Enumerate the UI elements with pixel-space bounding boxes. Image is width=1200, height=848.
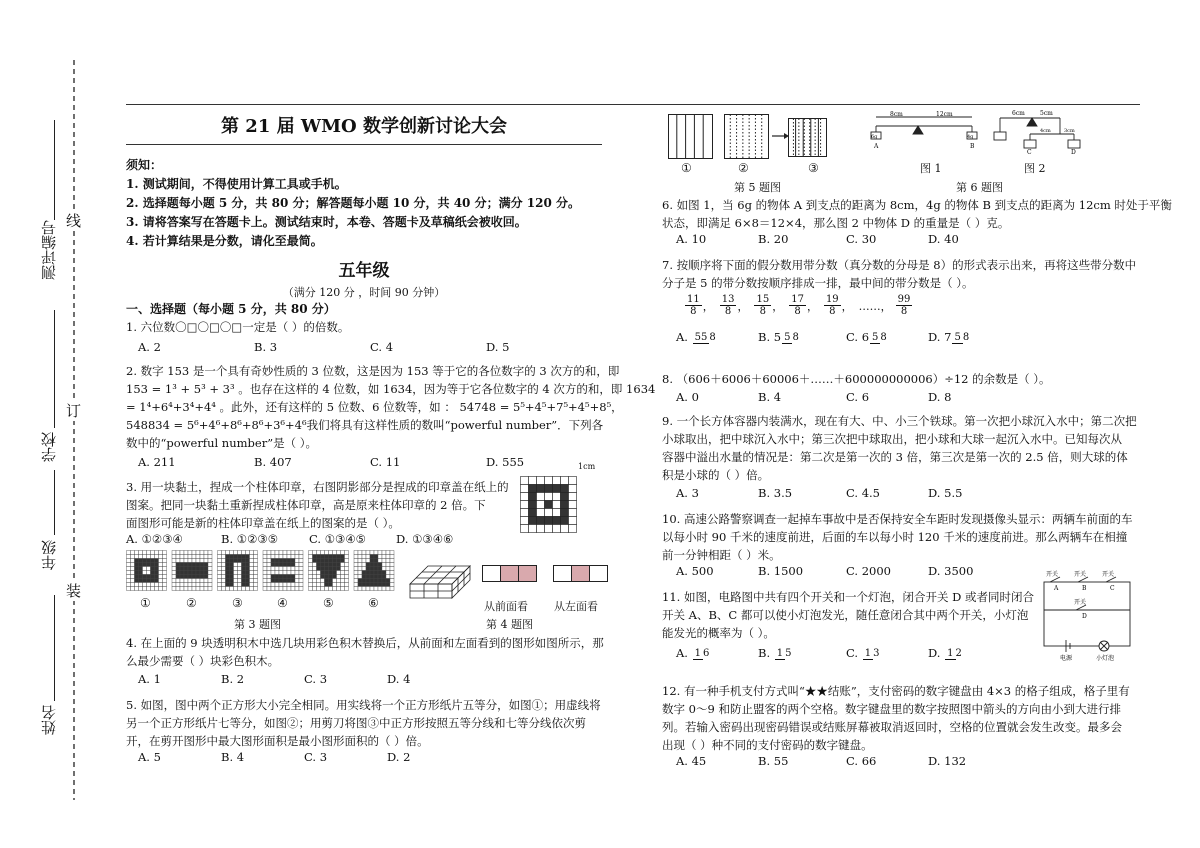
q8-options — [676, 390, 951, 404]
option-c[interactable]: C. 66 — [846, 754, 877, 768]
option-b[interactable]: B. ①②③⑤ — [221, 532, 279, 546]
stamp-cell — [561, 477, 569, 485]
q6-options — [676, 232, 959, 246]
q4-block-figure — [406, 548, 476, 600]
q12-line: 数字 0～9 和防止盟客的两个空格。数字键盘里的数字按照图中箭头的方向由小到大进行排 — [662, 702, 1121, 716]
fig2-c: C — [1027, 149, 1032, 156]
stamp-cell — [561, 485, 569, 493]
option-d[interactable]: D. 4 — [387, 672, 411, 686]
option-c[interactable]: C. 4.5 — [846, 486, 880, 500]
fig-label: ① — [681, 161, 692, 175]
q4-options — [138, 672, 410, 686]
denominator: 8 — [880, 332, 887, 343]
q11-circuit-diagram — [1040, 570, 1140, 662]
question-6 — [662, 196, 1172, 232]
q12-line: 列。若输入密码出现密码错误或结账屏幕被取消返回时，空格的位置就会发生改变。最多会 — [662, 720, 1122, 734]
q6-line: 状态，即满足 6×8＝12×4，那么图 2 中物体 D 的重量是（ ）克。 — [662, 216, 1010, 230]
q9-line: 容器中溢出水量的情况是：第二次是第一次的 3 倍，第三次是第一次的 2.5 倍，则大球的体 — [662, 450, 1128, 464]
binding-dashed-line — [72, 60, 76, 800]
stamp-cell — [529, 525, 537, 533]
stamp-cell — [553, 501, 561, 509]
q7-line: 7. 按顺序将下面的假分数用带分数（真分数的分母是 8）的形式表示出来，再将这些带分数中 — [662, 258, 1137, 272]
sidebar-label-school: 学校 — [40, 432, 58, 462]
notice-item: 1. 测试期间，不得使用计算工具或手机。 — [126, 177, 347, 191]
q5-square-figures — [668, 112, 828, 160]
option-c[interactable]: C. 3 — [304, 750, 328, 764]
seq-fraction — [896, 294, 913, 317]
fig2-d: D — [1071, 149, 1076, 156]
bulb-label: 小灯泡 — [1096, 655, 1115, 662]
stamp-cell — [545, 517, 553, 525]
option-label: C. — [846, 330, 859, 344]
stamp-cell — [529, 501, 537, 509]
denominator: 2 — [955, 648, 962, 659]
notice-item: 4. 若计算结果是分数，请化至最简。 — [126, 234, 323, 248]
option-fraction — [775, 648, 792, 660]
denominator: 8 — [709, 332, 716, 343]
q7-line: 分子是 5 的带分数按顺序排成一排，最中间的带分数是（ ）。 — [662, 276, 974, 290]
question-2 — [126, 362, 655, 452]
power-label: 电源 — [1060, 655, 1073, 662]
option-label: B. — [758, 646, 771, 660]
q2-line: 数中的“powerful number”是（ ）。 — [126, 436, 317, 450]
switch-label: 开关 — [1074, 599, 1087, 606]
seq-fraction — [824, 294, 841, 317]
option-c[interactable]: C. 4 — [370, 340, 394, 354]
switch-d: D — [1082, 613, 1087, 620]
option-b[interactable]: B. 407 — [254, 455, 292, 469]
stamp-cell — [537, 501, 545, 509]
fig1-6g: 6g — [871, 134, 878, 140]
pattern-option-2 — [172, 551, 212, 591]
option-c[interactable]: C. 3 — [304, 672, 328, 686]
q9-line: 9. 一个长方体容器内装满水，现在有大、中、小三个铁球。第一次把小球沉入水中；第二次把 — [662, 414, 1137, 428]
numerator: 5 — [872, 332, 879, 343]
fig-label: ⑤ — [323, 596, 334, 610]
denominator: 5 — [785, 648, 792, 659]
whole: 6 — [861, 330, 870, 344]
q5-options — [138, 750, 410, 764]
arrow-icon — [772, 133, 789, 139]
option-label: A. — [676, 330, 688, 344]
stamp-cell — [561, 509, 569, 517]
switch-label: 开关 — [1102, 571, 1115, 578]
option-c[interactable] — [846, 646, 928, 660]
q6-balance-fig1 — [868, 112, 988, 156]
numerator: 1 — [864, 648, 872, 659]
pattern-option-3 — [218, 551, 258, 591]
q11-options — [676, 646, 963, 660]
q3-options — [126, 532, 453, 546]
stamp-cell — [569, 509, 577, 517]
q4-front-label: 从前面看 — [484, 600, 528, 613]
option-c[interactable]: C. 30 — [846, 232, 877, 246]
numerator: 1 — [947, 648, 954, 659]
q10-line: 10. 高速公路警察调查一起掉车事故中是否保持安全车距时发现摄像头显示：两辆车前面的车 — [662, 512, 1133, 526]
combined-square — [789, 119, 827, 157]
question-7 — [662, 256, 1136, 292]
q4-left-label: 从左面看 — [554, 600, 598, 613]
fig-label: ① — [140, 596, 151, 610]
pattern-option-4 — [263, 551, 303, 591]
q9-options — [676, 486, 962, 500]
stamp-cell — [545, 501, 553, 509]
stamp-cell — [521, 517, 529, 525]
seq-fraction — [754, 294, 771, 317]
five-part-square — [669, 115, 713, 159]
option-a[interactable] — [676, 646, 758, 660]
fig-label: ③ — [232, 596, 243, 610]
stamp-cell — [529, 509, 537, 517]
seven-part-square — [725, 115, 769, 159]
stamp-cell — [529, 517, 537, 525]
stamp-cell — [553, 485, 561, 493]
option-b[interactable]: B. 55 — [758, 754, 789, 768]
q7-options — [676, 330, 970, 344]
question-1: 1. 六位数〇□〇□〇□一定是（ ）的倍数。 — [126, 320, 350, 334]
section-heading: 一、选择题（每小题 5 分，共 80 分） — [126, 302, 336, 316]
switch-label: 开关 — [1046, 571, 1059, 578]
q6-line: 6. 如图 1，当 6g 的物体 A 到支点的距离为 8cm，4g 的物体 B 到支点的距离为 12cm 时处于平衡 — [662, 198, 1172, 212]
stamp-cell — [561, 501, 569, 509]
notice-item: 2. 选择题每小题 5 分，共 80 分；解答题每小题 10 分，共 40 分；满分 120 分。 — [126, 196, 580, 210]
switch-c: C — [1110, 585, 1115, 592]
q12-line: 12. 有一种手机支付方式叫“★★结账”，支付密码的数字键盘由 4×3 的格子组成，格子里有 — [662, 684, 1130, 698]
option-c[interactable]: C. 2000 — [846, 564, 891, 578]
option-fraction — [693, 648, 710, 660]
q3-pattern-figures — [126, 550, 396, 595]
q2-line: 548834 = 5⁶+4⁶+8⁶+8⁶+3⁶+4⁶我们将具有这样性质的数叫“powerful number”．下列各 — [126, 418, 604, 432]
numerator: 5 — [784, 332, 791, 343]
stamp-cell — [569, 485, 577, 493]
option-c[interactable]: C. 6 — [846, 390, 870, 404]
option-b[interactable]: B. 4 — [221, 750, 245, 764]
stamp-cell — [569, 517, 577, 525]
denominator: 8 — [900, 306, 908, 317]
stamp-cell — [521, 501, 529, 509]
option-a[interactable]: A. 10 — [676, 232, 707, 246]
fig1-a: A — [874, 143, 879, 150]
option-a[interactable]: A. 500 — [676, 564, 714, 578]
numerator: 19 — [825, 294, 839, 305]
stamp-cell — [521, 509, 529, 517]
notice-block — [126, 156, 580, 251]
stamp-cell — [553, 517, 561, 525]
pattern-option-1 — [127, 551, 167, 591]
q9-line: 小球取出，把中球沉入水中；第三次把中球取出，把小球和大球一起沉入水中。已知每次从 — [662, 432, 1122, 446]
option-d[interactable]: D. 555 — [486, 455, 525, 469]
option-fraction — [782, 332, 799, 344]
whole: 5 — [773, 330, 782, 344]
q2-line: = 1⁴+6⁴+3⁴+4⁴ 。此外，还有这样的 5 位数、6 位数等，如 ： 54748 = 5⁵+4⁵+7⁵+4⁵+8⁵， — [126, 400, 623, 414]
top-rule — [126, 104, 1140, 105]
sidebar-label-name: 姓名 — [40, 705, 58, 735]
option-a[interactable] — [676, 330, 758, 344]
q12-options — [676, 754, 966, 768]
stamp-cell — [545, 509, 553, 517]
fig1-8cm: 8cm — [890, 111, 903, 118]
fig1-b: B — [970, 143, 975, 150]
denominator: 6 — [703, 648, 710, 659]
notice-title: 须知： — [126, 158, 163, 172]
seq-fraction — [720, 294, 737, 317]
numerator: 1 — [694, 648, 701, 659]
stamp-cell — [521, 477, 529, 485]
denominator: 8 — [690, 306, 697, 317]
grade-underline — [54, 470, 55, 535]
option-fraction — [952, 332, 969, 344]
numerator: 99 — [897, 294, 911, 305]
q10-line: 前一分钟相距（ ）米。 — [662, 548, 781, 562]
sidebar-label-grade: 年级 — [40, 540, 58, 570]
q2-line: 2. 数字 153 是一个具有奇妙性质的 3 位数，这是因为 153 等于它的各位数字的 3 次方的和，即 — [126, 364, 620, 378]
switch-b: B — [1082, 585, 1087, 592]
denominator: 8 — [792, 332, 799, 343]
pattern-option-6 — [354, 551, 394, 591]
school-underline — [54, 310, 55, 428]
option-a[interactable]: A. 211 — [138, 455, 176, 469]
fig-label: ② — [186, 596, 197, 610]
stamp-cell — [537, 493, 545, 501]
bind-mark-staple: 订 — [66, 402, 82, 420]
q2-options — [138, 455, 524, 469]
q4-front-view — [482, 565, 542, 583]
option-d[interactable] — [928, 646, 963, 660]
question-4 — [126, 634, 604, 670]
option-d[interactable]: D. 2 — [387, 750, 411, 764]
option-b[interactable] — [758, 330, 846, 344]
stamp-cell — [569, 525, 577, 533]
fig-label: ② — [738, 161, 749, 175]
stamp-cell — [537, 517, 545, 525]
q6-caption: 第 6 题图 — [956, 181, 1003, 194]
option-label: A. — [676, 646, 688, 660]
option-c[interactable] — [846, 330, 928, 344]
q2-line: 153 = 1³ + 5³ + 3³ 。也存在这样的 4 位数，如 1634，因为等于它各位数字的 4 次方的和，即 1634 — [126, 382, 656, 396]
test-id-underline — [54, 120, 55, 220]
q5-line: 5. 如图，图中两个正方形大小完全相同。用实线将一个正方形纸片五等分，如图①；用虚线将 — [126, 698, 601, 712]
q4-left-view — [553, 565, 613, 583]
question-3 — [126, 478, 509, 532]
option-label: D. — [928, 330, 941, 344]
q4-line: 4. 在上面的 9 块透明积木中选几块用彩色积木替换后，从前面和左面看到的图形如图所示，那 — [126, 636, 604, 650]
stamp-cell — [561, 493, 569, 501]
option-b[interactable] — [758, 646, 846, 660]
option-a[interactable]: A. ①②③④ — [126, 532, 183, 546]
seq-fraction — [685, 294, 702, 317]
question-8: 8. （606＋6006＋60006＋……＋600000000006）÷12 的余数是（ ）。 — [662, 372, 1051, 386]
q6-fig2-name: 图 2 — [1024, 162, 1046, 175]
q6-balance-fig2 — [990, 108, 1080, 154]
fig-label: ③ — [808, 161, 819, 175]
fig1-12cm: 12cm — [936, 111, 953, 118]
q4-line: 么最少需要（ ）块彩色积木。 — [126, 654, 280, 668]
option-b[interactable]: B. 4 — [758, 390, 782, 404]
numerator: 55 — [694, 332, 708, 343]
fig-label: ④ — [277, 596, 288, 610]
numerator: 5 — [954, 332, 961, 343]
question-9 — [662, 412, 1137, 484]
sidebar-label-test-id: 测评编号 — [40, 220, 58, 280]
option-b[interactable]: B. 3 — [254, 340, 278, 354]
option-b[interactable]: B. 1500 — [758, 564, 804, 578]
question-5 — [126, 696, 601, 750]
option-a[interactable]: A. 5 — [138, 750, 161, 764]
q10-options — [676, 564, 973, 578]
grade-heading: 五年级 — [338, 261, 390, 281]
stamp-cell — [569, 477, 577, 485]
q1-options — [138, 340, 509, 354]
question-12 — [662, 682, 1130, 754]
title-rule — [126, 144, 602, 145]
stamp-cell — [545, 493, 553, 501]
stamp-cell — [553, 525, 561, 533]
q5-line: 另一个正方形纸片七等分，如图②；用剪刀将图③中正方形按照五等分线和七等分线依次剪 — [126, 716, 586, 730]
stamp-cell — [529, 477, 537, 485]
numerator: 15 — [756, 294, 770, 305]
stamp-cell — [537, 485, 545, 493]
stamp-cell — [537, 477, 545, 485]
q11-line: 开关 A、B、C 都可以使小灯泡发光，随任意闭合其中两个开关，小灯泡 — [662, 608, 1029, 622]
stamp-cell — [569, 493, 577, 501]
stamp-cell — [529, 485, 537, 493]
q11-line: 能发光的概率为（ ）。 — [662, 626, 775, 640]
option-d[interactable]: D. ①③④⑥ — [396, 532, 454, 546]
q10-line: 以每小时 90 千米的速度前进，后面的车以每小时 120 千米的速度前进。那么两辆车在相撞 — [662, 530, 1128, 544]
bind-mark-line: 线 — [66, 212, 82, 230]
option-a[interactable]: A. 3 — [676, 486, 699, 500]
numerator: 13 — [721, 294, 735, 305]
bind-mark-bind: 装 — [66, 582, 82, 600]
q4-caption: 第 4 题图 — [486, 618, 533, 631]
stamp-cell — [553, 477, 561, 485]
fig1-4g: 4g — [967, 134, 974, 140]
stamp-cell — [561, 525, 569, 533]
q5-line: 开，在剪开图形中最大图形面积是最小图形面积的（ ）倍。 — [126, 734, 429, 748]
option-fraction — [863, 648, 880, 660]
stamp-cell — [561, 517, 569, 525]
q3-caption: 第 3 题图 — [234, 618, 281, 631]
q12-line: 出现（ ）种不同的支付密码的数字键盘。 — [662, 738, 873, 752]
stamp-cell — [569, 501, 577, 509]
option-d[interactable]: D. 5.5 — [928, 486, 963, 500]
q3-line: 图案。把同一块黏土重新捏成柱体印章，高是原来柱体印章的 2 倍。下 — [126, 498, 486, 512]
exam-title: 第 21 届 WMO 数学创新讨论大会 — [221, 116, 507, 137]
stamp-cell — [537, 525, 545, 533]
name-underline — [54, 595, 55, 701]
option-d[interactable]: D. 5 — [486, 340, 510, 354]
switch-label: 开关 — [1074, 571, 1087, 578]
option-c[interactable]: C. ①③④⑤ — [309, 532, 366, 546]
whole: 7 — [944, 330, 952, 344]
stamp-cell — [521, 493, 529, 501]
question-11 — [662, 588, 1034, 642]
question-10 — [662, 510, 1132, 564]
numerator: 17 — [791, 294, 804, 305]
stamp-cell — [537, 509, 545, 517]
q5-caption: 第 5 题图 — [734, 181, 781, 194]
q6-fig1-name: 图 1 — [920, 162, 942, 175]
option-b[interactable]: B. 20 — [758, 232, 789, 246]
denominator: 8 — [794, 306, 801, 317]
stamp-cell — [545, 525, 553, 533]
fig-label: ⑥ — [368, 596, 379, 610]
option-c[interactable]: C. 11 — [370, 455, 401, 469]
stamp-cell — [529, 493, 537, 501]
option-label: B. — [758, 330, 771, 344]
denominator: 8 — [962, 332, 970, 343]
denominator: 8 — [759, 306, 767, 317]
q3-line: 面图形可能是新的柱体印章盖在纸上的图案的是（ ）。 — [126, 516, 400, 530]
stamp-cell — [521, 485, 529, 493]
switch-a: A — [1054, 585, 1059, 592]
numerator: 11 — [687, 294, 700, 305]
q3-unit-label: 1cm — [578, 462, 596, 471]
denominator: 3 — [873, 648, 880, 659]
stamp-cell — [553, 493, 561, 501]
option-fraction — [945, 648, 962, 660]
ellipsis: ……， — [858, 299, 892, 313]
option-fraction — [870, 332, 887, 344]
q3-line: 3. 用一块黏土，捏成一个柱体印章，右图阴影部分是捏成的印章盖在纸上的 — [126, 480, 509, 494]
option-a[interactable]: A. 2 — [138, 340, 161, 354]
option-label: C. — [846, 646, 859, 660]
option-a[interactable]: A. 0 — [676, 390, 699, 404]
option-d[interactable]: D. 40 — [928, 232, 959, 246]
fig2-3cm: 3cm — [1064, 128, 1075, 134]
option-b[interactable]: B. 2 — [221, 672, 245, 686]
stamp-cell — [545, 477, 553, 485]
option-d[interactable]: D. 132 — [928, 754, 967, 768]
q3-stamp-figure — [520, 476, 580, 536]
option-d[interactable]: D. 8 — [928, 390, 952, 404]
option-a[interactable]: A. 1 — [138, 672, 161, 686]
q11-line: 11. 如图，电路图中共有四个开关和一个灯泡，闭合开关 D 或者同时闭合 — [662, 590, 1034, 604]
stamp-cell — [521, 525, 529, 533]
stamp-cell — [553, 509, 561, 517]
denominator: 8 — [724, 306, 732, 317]
numerator: 1 — [776, 648, 784, 659]
fig2-5cm: 5cm — [1040, 110, 1053, 117]
fig2-6cm: 6cm — [1012, 110, 1025, 117]
notice-item: 3. 请将答案写在答题卡上。测试结束时，本卷、答题卡及草稿纸会被收回。 — [126, 215, 527, 229]
fig2-4cm: 4cm — [1040, 128, 1051, 134]
q9-line: 积是小球的（ ）倍。 — [662, 468, 770, 482]
pattern-option-5 — [309, 551, 349, 591]
denominator: 8 — [829, 306, 836, 317]
seq-fraction — [789, 294, 806, 317]
option-fraction — [693, 332, 716, 344]
exam-info: （满分 120 分 ，时间 90 分钟） — [282, 286, 446, 299]
stamp-cell — [545, 485, 553, 493]
option-label: D. — [928, 646, 941, 660]
option-a[interactable]: A. 45 — [676, 754, 707, 768]
option-b[interactable]: B. 3.5 — [758, 486, 793, 500]
option-d[interactable] — [928, 330, 970, 344]
q7-fraction-sequence: $\frac{11}{8}$ ， $\frac{13}{8}$ ， $\frac{15}{8}$ ， $\frac{17}{8}$ ， $\frac{19}{8}$ ， ……， $\frac{99}{8}$ — [687, 294, 911, 317]
option-d[interactable]: D. 3500 — [928, 564, 974, 578]
